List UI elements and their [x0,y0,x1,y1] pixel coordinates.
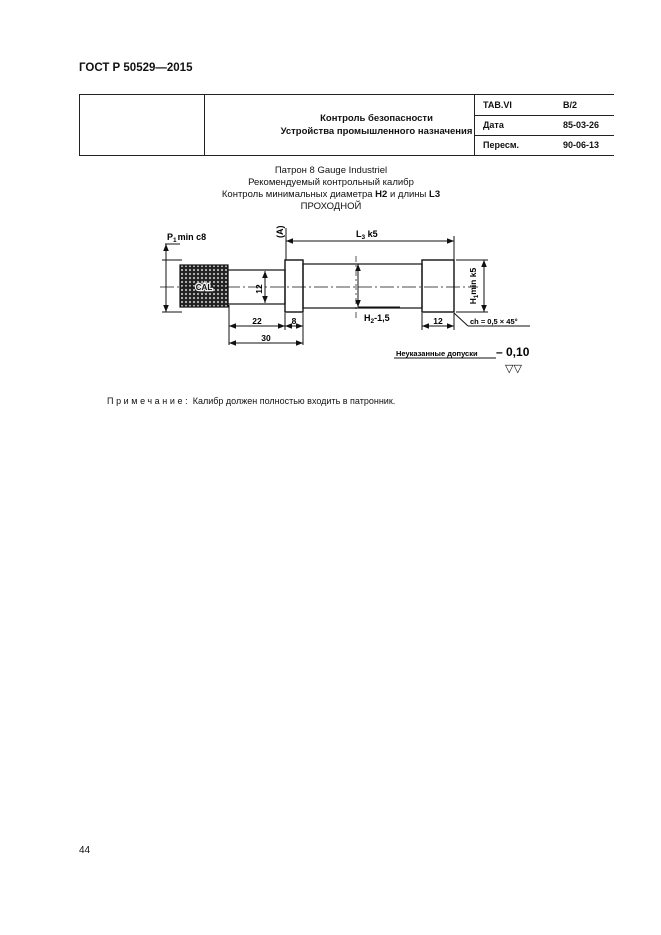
label-dim-22: 22 [252,316,262,326]
standard-code: ГОСТ Р 50529—2015 [79,62,193,74]
tolerance-value: – 0,10 [496,345,530,359]
note-label: Примечание: [107,396,191,406]
meta-value: 85-03-26 [563,120,600,130]
caption-line2: Рекомендуемый контрольный калибр [248,177,414,188]
note-text: Калибр должен полностью входить в патронник. [192,396,396,406]
meta-key: Пересм. [483,140,520,150]
caption-line1: Патрон 8 Gauge Industriel [274,165,388,176]
label-l3: $L_3$ k5 [356,229,378,241]
label-dim-12-bottom: 12 [433,316,443,326]
label-knurl: CAL [195,283,213,292]
label-h2: $H_2-1,5$ [364,313,390,325]
label-dim-12-vert: 12 [254,284,264,294]
caption-line4: ПРОХОДНОЙ [300,201,362,212]
page-number: 44 [79,845,91,856]
label-chamfer: ch = 0,5 × 45° [470,317,518,326]
meta-key: Дата [483,120,504,130]
meta-value: B/2 [563,100,578,110]
label-dim-30: 30 [261,333,271,343]
meta-value: 90-06-13 [563,140,600,150]
gauge-head [422,260,454,312]
caption-h2: H2 [375,189,388,200]
gauge-shaft [303,264,422,308]
caption-l3: L3 [429,189,441,200]
caption-line3-a: Контроль минимальных диаметра [221,189,376,200]
meta-key: TAB.VI [483,100,512,110]
label-ref-a: (A) [275,225,285,238]
label-dim-8: 8 [291,316,297,326]
gauge-collar [285,260,303,312]
header-title-line2: Устройства промышленного назначения [280,126,473,137]
tolerance-label: Неуказанные допуски [396,349,478,358]
header-title-line1: Контроль безопасности [320,113,433,124]
tolerance-symbol: ▽▽ [505,363,522,375]
note [107,396,395,406]
label-h1: $H_1\min$ k5 [468,267,480,305]
caption-line3-b: и длины [387,189,430,200]
label-p1: $P_1\min$ c8 [167,232,207,244]
